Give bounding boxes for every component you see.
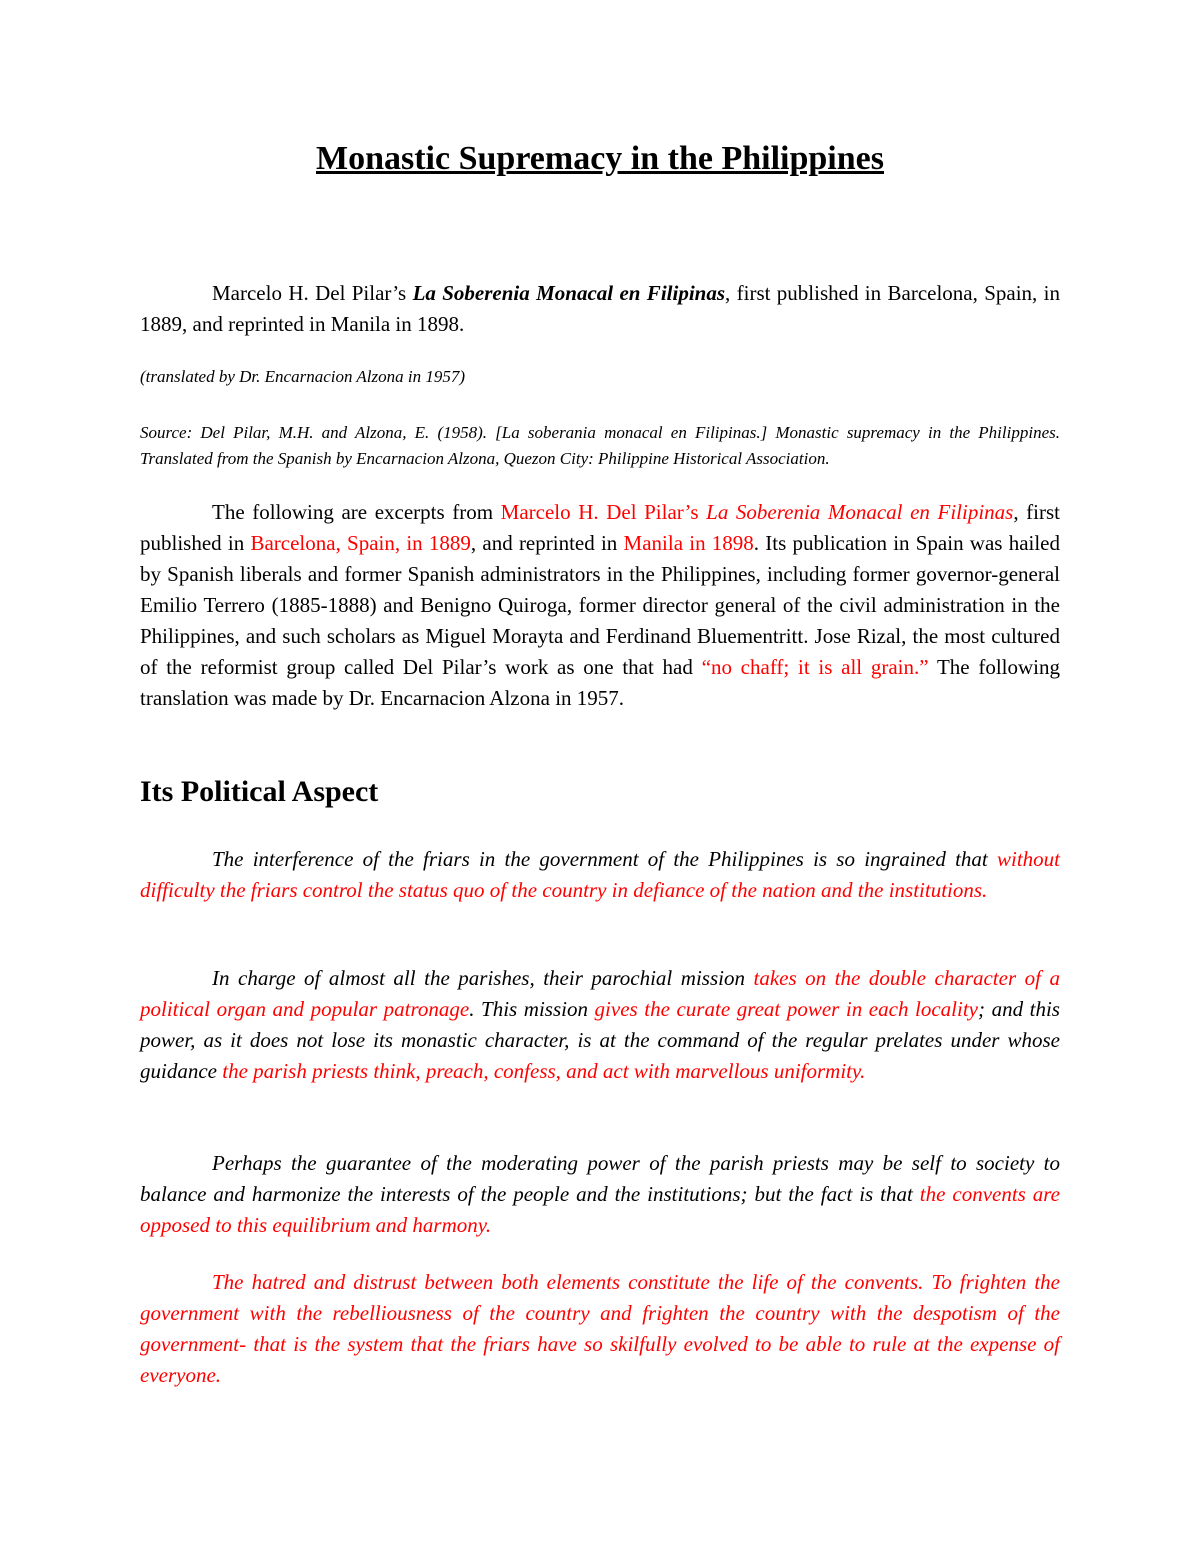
translated-note: (translated by Dr. Encarnacion Alzona in 1957) — [140, 367, 466, 386]
quote-paragraph-1 — [140, 844, 1060, 906]
quote-paragraph-2 — [140, 963, 1060, 1087]
excerpt-work-highlight: La Soberenia Monacal en Filipinas — [706, 500, 1014, 524]
source-citation: Source: Del Pilar, M.H. and Alzona, E. (1958). [La soberania monacal en Filipinas.] Monastic supremacy in the Philippines. Translated from the Spanish by Encarnacion Alzona, Quezon City: Philippine Historical Association. — [140, 423, 1060, 468]
quote-paragraph-4 — [140, 1267, 1060, 1391]
excerpt-author-highlight: Marcelo H. Del Pilar’s — [500, 500, 707, 524]
excerpt-text-3: , and reprinted in — [470, 531, 624, 555]
intro-author: Marcelo H. Del Pilar’s — [212, 281, 407, 305]
excerpt-text-4: . Its publication in Spain was hailed by Spanish liberals and former Spanish administrators in the Philippines, including former governor-general Emilio Terrero (1885-1888) and Benigno Quiroga, former director general of the civil administration in the Philippines, and such scholars as Miguel Morayta and Ferdinand Bluementritt. Jose Rizal, the most cultured of the reformist group called Del Pilar’s work as one that had — [140, 531, 1061, 679]
quote-3-highlight: the convents are opposed to this equilibrium and harmony. — [140, 1182, 1060, 1237]
quote-4-highlight: The hatred and distrust between both elements constitute the life of the convents. To frighten the government with the rebelliousness of the country and frighten the country with the despotism of the government- that is the system that the friars have so skilfully evolved to be able to rule at the expense of everyone. — [140, 1270, 1060, 1387]
excerpt-place-highlight: Barcelona, Spain, in 1889 — [250, 531, 471, 555]
intro-work-title: La Soberenia Monacal en Filipinas — [412, 281, 726, 305]
document-title: Monastic Supremacy in the Philippines — [316, 140, 884, 177]
quote-2-highlight-1: takes on the double character of a political organ and popular patronage — [140, 966, 1061, 1021]
excerpt-text-5: The following translation was made by Dr. Encarnacion Alzona in 1957. — [140, 655, 1060, 710]
excerpt-text-1: The following are excerpts from — [212, 500, 501, 524]
quote-paragraph-3 — [140, 1148, 1060, 1241]
quote-2-text-1: In charge of almost all the parishes, their parochial mission — [212, 966, 754, 990]
quote-2-text-2: . This mission — [469, 997, 595, 1021]
quote-1-text: The interference of the friars in the government of the Philippines is so ingrained that — [212, 847, 997, 871]
excerpt-text-2: , first published in — [140, 500, 1061, 555]
quote-2-highlight-2: gives the curate great power in each locality — [594, 997, 978, 1021]
quote-1-highlight: without difficulty the friars control the status quo of the country in defiance of the nation and the institutions. — [140, 847, 1060, 902]
intro-rest: , first published in Barcelona, Spain, in 1889, and reprinted in Manila in 1898. — [140, 281, 1060, 336]
excerpt-manila-highlight: Manila in 1898 — [623, 531, 754, 555]
quote-3-text: Perhaps the guarantee of the moderating power of the parish priests may be self to society to balance and harmonize the interests of the people and the institutions; but the fact is that — [140, 1151, 1060, 1206]
quote-2-text-3: ; and this power, as it does not lose its monastic character, is at the command of the regular prelates under whose guidance — [140, 997, 1060, 1083]
section-heading: Its Political Aspect — [140, 775, 379, 808]
excerpt-quote-highlight: “no chaff; it is all grain.” — [701, 655, 929, 679]
excerpt-intro-paragraph — [140, 497, 1060, 714]
quote-2-highlight-3: the parish priests think, preach, confess, and act with marvellous uniformity. — [222, 1059, 866, 1083]
intro-paragraph — [140, 278, 1060, 340]
